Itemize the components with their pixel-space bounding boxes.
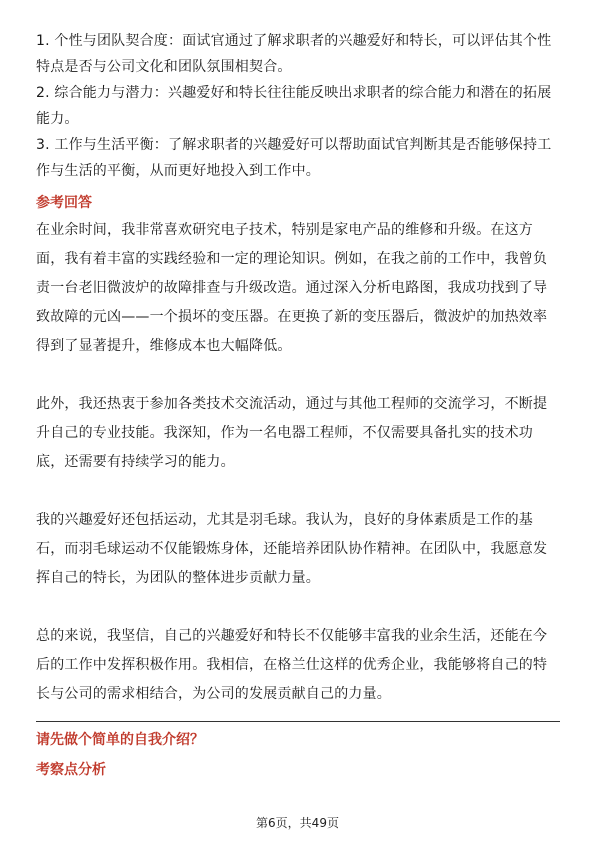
answer-paragraph-4: 总的来说，我坚信，自己的兴趣爱好和特长不仅能够丰富我的业余生活，还能在今后的工作中发挥积极作用。我相信，在格兰仕这样的优秀企业，我能够将自己的特长与公司的需求相结合，为公司的发展贡献自己的力量。 (36, 628, 548, 702)
list-item-1: 1. 个性与团队契合度：面试官通过了解求职者的兴趣爱好和特长，可以评估其个性特点是否与公司文化和团队氛围相契合。 (36, 33, 552, 75)
answer-heading: 参考回答 (36, 195, 92, 211)
section-divider (36, 721, 560, 722)
next-question: 请先做个简单的自我介绍？ (36, 732, 204, 748)
answer-paragraph-2: 此外，我还热衷于参加各类技术交流活动，通过与其他工程师的交流学习，不断提升自己的专业技能。我深知，作为一名电器工程师，不仅需要具备扎实的技术功底，还需要有持续学习的能力。 (36, 396, 548, 470)
page-number: 第6页，共49页 (256, 816, 339, 830)
list-item-2: 2. 综合能力与潜力：兴趣爱好和特长往往能反映出求职者的综合能力和潜在的拓展能力。 (36, 85, 552, 127)
page-content (36, 28, 560, 784)
answer-paragraph-1: 在业余时间，我非常喜欢研究电子技术，特别是家电产品的维修和升级。在这方面，我有着丰富的实践经验和一定的理论知识。例如，在我之前的工作中，我曾负责一台老旧微波炉的故障排查与升级改造。通过深入分析电路图，我成功找到了导致故障的元凶——一个损坏的变压器。在更换了新的变压器后，微波炉的加热效率得到了显著提升，维修成本也大幅降低。 (36, 222, 548, 354)
answer-paragraph-3: 我的兴趣爱好还包括运动，尤其是羽毛球。我认为，良好的身体素质是工作的基石，而羽毛球运动不仅能锻炼身体，还能培养团队协作精神。在团队中，我愿意发挥自己的特长，为团队的整体进步贡献力量。 (36, 512, 548, 586)
analysis-heading: 考察点分析 (36, 762, 106, 778)
list-item-3: 3. 工作与生活平衡：了解求职者的兴趣爱好可以帮助面试官判断其是否能够保持工作与生活的平衡，从而更好地投入到工作中。 (36, 137, 552, 179)
